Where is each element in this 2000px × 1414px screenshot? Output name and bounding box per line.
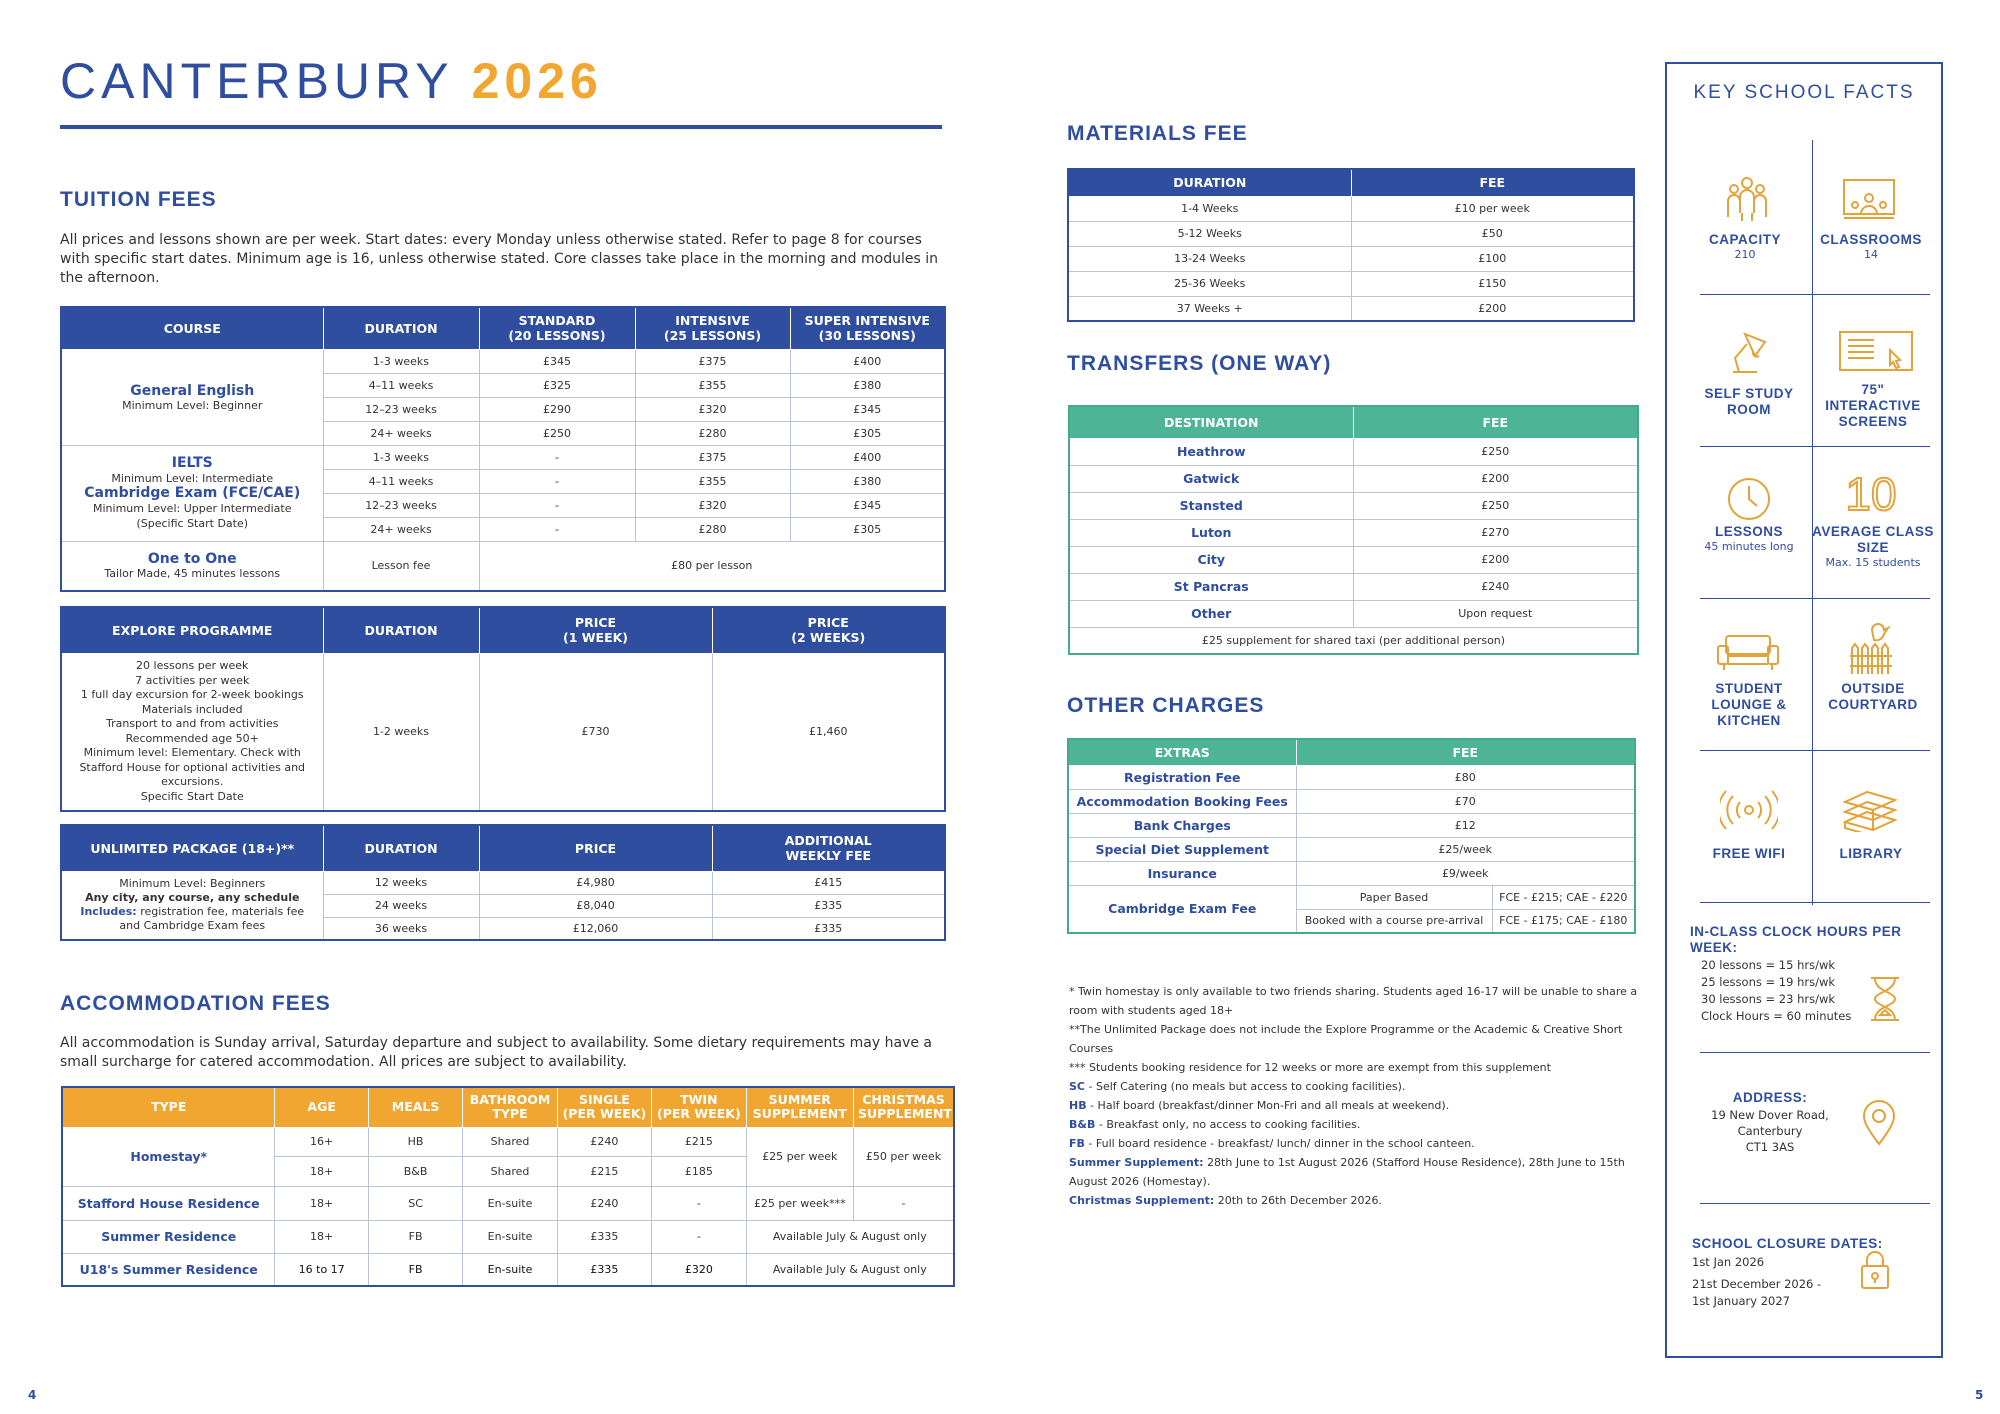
table-row: 1-4 Weeks £10 per week xyxy=(1068,196,1634,221)
wifi-icon xyxy=(1720,790,1778,834)
screens-label: 75" INTERACTIVE SCREENS xyxy=(1825,382,1921,429)
wifi-label: FREE WIFI xyxy=(1712,846,1786,861)
table-row: Gatwick £200 xyxy=(1069,465,1638,492)
col-twin: TWIN (PER WEEK) xyxy=(652,1087,746,1127)
unlimited-details: Minimum Level: Beginners Any city, any course, any schedule Includes: registration fee, materials fee and Cambridge Exam fees xyxy=(61,871,323,940)
col-christmas: CHRISTMAS SUPPLEMENT xyxy=(854,1087,954,1127)
table-row: Special Diet Supplement £25/week xyxy=(1068,837,1635,861)
transfers-table xyxy=(1068,405,1639,655)
col-destination: DESTINATION xyxy=(1069,406,1353,438)
table-row: 25-36 Weeks £150 xyxy=(1068,271,1634,296)
table-row: One to One Tailor Made, 45 minutes lessons Lesson fee £80 per lesson xyxy=(61,541,945,591)
closure-title: SCHOOL CLOSURE DATES: xyxy=(1692,1236,1883,1251)
general-english-cell: General English Minimum Level: Beginner xyxy=(61,349,323,445)
table-row: 4–11 weeks £325 £355 £380 xyxy=(61,373,945,397)
accommodation-heading: ACCOMMODATION FEES xyxy=(60,992,331,1015)
footnotes: * Twin homestay is only available to two friends sharing. Students aged 16-17 will be unable to share a room with students aged 18+ **The Unlimited Package does not include the Explore Programme or the Academic & Creative Short Courses *** Students booking residence for 12 weeks or more are exempt from this supplement SC - Self Catering (no meals but access to cooking facilities). HB - Half board (breakfast/dinner Mon-Fri and all meals at weekend). B&B - Breakfast only, no access to cooking facilities. FB - Full board residence - breakfast/ lunch/ dinner in the school canteen. Summer Supplement: 28th June to 1st August 2026 (Stafford House Residence), 28th June to 15th August 2026 (Homestay). Christmas Supplement: 20th to 26th December 2026. xyxy=(1069,985,1638,1207)
table-row: Other Upon request xyxy=(1069,600,1638,627)
lounge-label: STUDENT LOUNGE & KITCHEN xyxy=(1711,681,1787,728)
table-row: Heathrow £250 xyxy=(1069,438,1638,465)
col-meals: MEALS xyxy=(368,1087,462,1127)
transfers-heading: TRANSFERS (ONE WAY) xyxy=(1067,352,1332,375)
lessons-label: LESSONS xyxy=(1714,524,1783,539)
capacity-label: CAPACITY xyxy=(1708,232,1781,247)
sofa-icon xyxy=(1716,632,1780,676)
table-row: £25 supplement for shared taxi (per additional person) xyxy=(1069,627,1638,654)
clock-hours-list: 20 lessons = 15 hrs/wk 25 lessons = 19 hrs/wk 30 lessons = 23 hrs/wk Clock Hours = 60 minutes xyxy=(1701,958,1852,1023)
classroom-icon xyxy=(1842,178,1896,226)
page-number-left: 4 xyxy=(28,1388,37,1402)
col-extras: EXTRAS xyxy=(1068,739,1296,765)
col-duration: DURATION xyxy=(1068,169,1351,196)
facts-divider xyxy=(1700,294,1930,295)
one-to-one-cell: One to One Tailor Made, 45 minutes lessons xyxy=(61,541,323,591)
clock-hours-title: IN-CLASS CLOCK HOURS PER WEEK: xyxy=(1690,924,1902,955)
title-year: 2026 xyxy=(471,53,603,109)
facts-divider xyxy=(1700,598,1930,599)
col-fee: FEE xyxy=(1351,169,1634,196)
table-row: 37 Weeks + £200 xyxy=(1068,296,1634,321)
table-row: City £200 xyxy=(1069,546,1638,573)
col-additional-fee: ADDITIONAL WEEKLY FEE xyxy=(712,825,945,871)
col-duration: DURATION xyxy=(323,307,479,349)
capacity-value: 210 xyxy=(1734,248,1756,261)
people-icon xyxy=(1725,175,1769,227)
table-row: 12–23 weeks £290 £320 £345 xyxy=(61,397,945,421)
col-super: SUPER INTENSIVE (30 LESSONS) xyxy=(790,307,945,349)
ielts-cell: IELTS Minimum Level: Intermediate Cambridge Exam (FCE/CAE) Minimum Level: Upper Intermediate (Specific Start Date) xyxy=(61,445,323,541)
table-row: Registration Fee £80 xyxy=(1068,765,1635,789)
col-fee: FEE xyxy=(1353,406,1638,438)
col-single: SINGLE (PER WEEK) xyxy=(557,1087,651,1127)
col-fee: FEE xyxy=(1296,739,1635,765)
class-size-label: AVERAGE CLASS SIZE xyxy=(1812,524,1934,555)
books-icon xyxy=(1843,786,1897,836)
facts-divider xyxy=(1700,446,1930,447)
table-row: Minimum Level: Beginners Any city, any course, any schedule Includes: registration fee, materials fee and Cambridge Exam fees 12 weeks £4,980 £415 xyxy=(61,871,945,894)
explore-details: 20 lessons per week 7 activities per week 1 full day excursion for 2-week bookings Materials included Transport to and from activities Recommended age 50+ Minimum level: Elementary. Check with Stafford House for optional activities and excursions. Specific Start Date xyxy=(61,653,323,811)
table-row: Booked with a course pre-arrival FCE - £175; CAE - £180 xyxy=(1068,909,1635,933)
table-row: U18's Summer Residence 16 to 17 FB En-suite £335 £320 Available July & August only xyxy=(62,1253,954,1286)
courtyard-label: OUTSIDE COURTYARD xyxy=(1828,681,1918,712)
title-rule xyxy=(60,125,942,129)
other-charges-table xyxy=(1067,738,1636,934)
library-label: LIBRARY xyxy=(1839,846,1903,861)
key-facts-title: KEY SCHOOL FACTS xyxy=(1693,82,1915,103)
table-row: 36 weeks £12,060 £335 xyxy=(61,917,945,940)
page-title xyxy=(60,52,603,110)
lamp-icon xyxy=(1725,328,1771,378)
table-row: Summer Residence 18+ FB En-suite £335 - Available July & August only xyxy=(62,1220,954,1253)
self-study-label: SELF STUDY ROOM xyxy=(1704,386,1794,417)
col-price: PRICE xyxy=(479,825,712,871)
table-row: 24 weeks £8,040 £335 xyxy=(61,894,945,917)
col-duration: DURATION xyxy=(323,825,479,871)
materials-heading: MATERIALS FEE xyxy=(1067,122,1248,145)
table-row: Accommodation Booking Fees £70 xyxy=(1068,789,1635,813)
table-row: 4–11 weeks - £355 £380 xyxy=(61,469,945,493)
classrooms-label: CLASSROOMS xyxy=(1820,232,1922,247)
hourglass-icon xyxy=(1868,976,1902,1026)
table-row: St Pancras £240 xyxy=(1069,573,1638,600)
facts-divider xyxy=(1700,1203,1930,1204)
closure-dates: 1st Jan 2026 21st December 2026 - 1st January 2027 xyxy=(1692,1255,1822,1308)
class-size-value: Max. 15 students xyxy=(1825,556,1921,569)
col-duration: DURATION xyxy=(323,607,479,653)
table-row: Luton £270 xyxy=(1069,519,1638,546)
table-row: Bank Charges £12 xyxy=(1068,813,1635,837)
materials-table xyxy=(1067,168,1635,322)
facts-divider xyxy=(1700,1052,1930,1053)
class-size-number: 10 xyxy=(1845,468,1897,520)
table-row: Stafford House Residence 18+ SC En-suite £240 - £25 per week*** - xyxy=(62,1186,954,1220)
col-standard: STANDARD (20 LESSONS) xyxy=(479,307,635,349)
page-number-right: 5 xyxy=(1975,1388,1984,1402)
table-row: Insurance £9/week xyxy=(1068,861,1635,885)
other-heading: OTHER CHARGES xyxy=(1067,694,1265,717)
table-row: IELTS Minimum Level: Intermediate Cambridge Exam (FCE/CAE) Minimum Level: Upper Intermediate (Specific Start Date) 1-3 weeks - £375 £400 xyxy=(61,445,945,469)
accommodation-table xyxy=(61,1086,955,1287)
homestay-cell: Homestay* xyxy=(62,1127,275,1186)
table-row: Stansted £250 xyxy=(1069,492,1638,519)
lessons-value: 45 minutes long xyxy=(1704,540,1794,553)
cambridge-fee-cell: Cambridge Exam Fee xyxy=(1068,885,1296,933)
col-package: UNLIMITED PACKAGE (18+)** xyxy=(61,825,323,871)
interactive-screen-icon xyxy=(1838,330,1914,378)
table-row: 20 lessons per week 7 activities per week 1 full day excursion for 2-week bookings Materials included Transport to and from activities Recommended age 50+ Minimum level: Elementary. Check with Stafford House for optional activities and excursions. Specific Start Date 1-2 weeks £730 £1,460 xyxy=(61,653,945,811)
tuition-intro: All prices and lessons shown are per week. Start dates: every Monday unless otherwise stated. Refer to page 8 for courses with specific start dates. Minimum age is 16, unless otherwise stated. Core classes take place in the morning and modules in the afternoon. xyxy=(60,232,938,286)
facts-divider xyxy=(1700,902,1930,903)
address-title: ADDRESS: xyxy=(1732,1090,1808,1105)
table-row: 18+ B&B Shared £215 £185 xyxy=(62,1156,954,1186)
clock-icon xyxy=(1726,476,1772,526)
table-row: Cambridge Exam Fee Paper Based FCE - £215; CAE - £220 xyxy=(1068,885,1635,909)
col-explore: EXPLORE PROGRAMME xyxy=(61,607,323,653)
table-row: 12–23 weeks - £320 £345 xyxy=(61,493,945,517)
col-bathroom: BATHROOM TYPE xyxy=(463,1087,557,1127)
table-row: General English Minimum Level: Beginner 1-3 weeks £345 £375 £400 xyxy=(61,349,945,373)
table-row: Homestay* 16+ HB Shared £240 £215 £25 per week £50 per week xyxy=(62,1127,954,1156)
table-row: 24+ weeks - £280 £305 xyxy=(61,517,945,541)
col-price-2weeks: PRICE (2 WEEKS) xyxy=(712,607,945,653)
title-city: CANTERBURY xyxy=(60,53,453,109)
col-course: COURSE xyxy=(61,307,323,349)
accommodation-intro: All accommodation is Sunday arrival, Saturday departure and subject to availability. Some dietary requirements may have a small surcharge for catered accommodation. All prices are subject to availability. xyxy=(60,1035,932,1070)
classrooms-value: 14 xyxy=(1864,248,1878,261)
col-age: AGE xyxy=(275,1087,368,1127)
col-intensive: INTENSIVE (25 LESSONS) xyxy=(635,307,790,349)
col-summer: SUMMER SUPPLEMENT xyxy=(746,1087,853,1127)
fence-bird-icon xyxy=(1848,620,1894,680)
explore-table xyxy=(60,606,946,812)
table-row: 5-12 Weeks £50 xyxy=(1068,221,1634,246)
table-row: 24+ weeks £250 £280 £305 xyxy=(61,421,945,445)
tuition-table xyxy=(60,306,946,592)
padlock-icon xyxy=(1860,1250,1890,1294)
facts-divider xyxy=(1700,750,1930,751)
table-row: 13-24 Weeks £100 xyxy=(1068,246,1634,271)
location-pin-icon xyxy=(1862,1100,1896,1150)
address-text: 19 New Dover Road, Canterbury CT1 3AS xyxy=(1711,1108,1829,1154)
col-price-1week: PRICE (1 WEEK) xyxy=(479,607,712,653)
unlimited-table xyxy=(60,824,946,941)
col-type: TYPE xyxy=(62,1087,275,1127)
tuition-heading: TUITION FEES xyxy=(60,188,217,211)
